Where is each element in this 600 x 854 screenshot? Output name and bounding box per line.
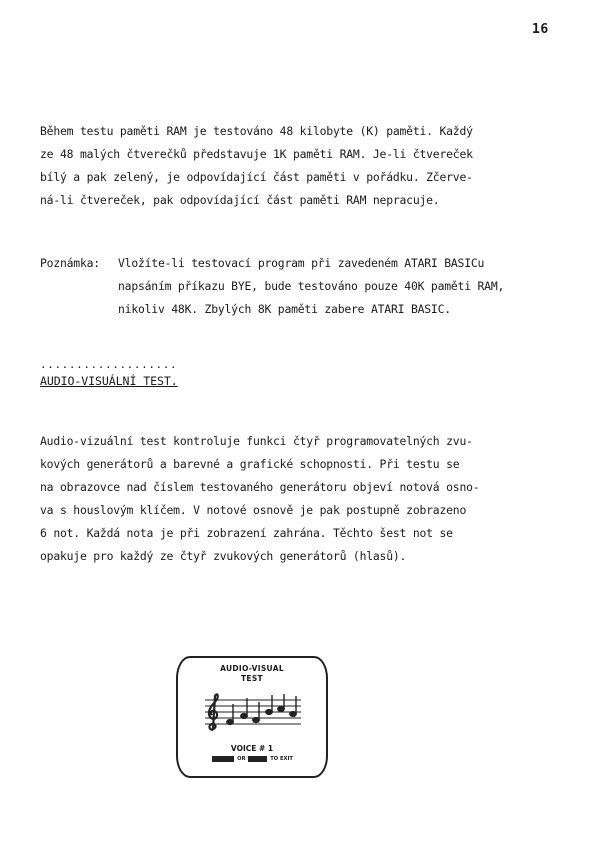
note-label: Poznámka: <box>40 256 100 270</box>
key-help: HELP <box>250 756 266 762</box>
note-body <box>118 252 588 321</box>
screen-title <box>178 664 326 684</box>
exit-instruction <box>178 756 326 762</box>
dotted-separator: ................... <box>40 358 178 371</box>
exit-label: TO EXIT <box>270 756 293 762</box>
section-heading: AUDIO-VISUÁLNÍ TEST. <box>40 374 178 388</box>
text-line: Audio-vizuální test kontroluje funkci čtyř programovatelných zvu- <box>40 434 473 448</box>
text-line: na obrazovce nad číslem testovaného generátoru objeví notová osno- <box>40 480 480 494</box>
text-line: opakuje pro každý ze čtyř zvukových generátorů (hlasů). <box>40 549 407 563</box>
paragraph-ram-test <box>40 120 570 212</box>
text-line: va s houslovým klíčem. V notové osnově je pak postupně zobrazeno <box>40 503 467 517</box>
text-line: bílý a pak zelený, je odpovídající část paměti v pořádku. Zčerve- <box>40 170 473 184</box>
or-label: OR <box>237 756 246 762</box>
key-reset: RESET <box>214 756 233 762</box>
music-staff-icon <box>203 692 303 732</box>
text-line: ze 48 malých čtverečků představuje 1K paměti RAM. Je-li čtvereček <box>40 147 473 161</box>
text-line: napsáním příkazu BYE, bude testováno pouze 40K paměti RAM, <box>118 279 505 293</box>
text-line: kových generátorů a barevné a grafické schopnosti. Při testu se <box>40 457 460 471</box>
page-number: 16 <box>532 22 549 37</box>
screen-title-line: TEST <box>241 674 263 683</box>
text-line: 6 not. Každá nota je při zobrazení zahrána. Těchto šest not se <box>40 526 453 540</box>
screen-title-line: AUDIO-VISUAL <box>220 664 284 673</box>
text-line: nikoliv 48K. Zbylých 8K paměti zabere ATARI BASIC. <box>118 302 451 316</box>
text-line: ná-li čtvereček, pak odpovídající část paměti RAM nepracuje. <box>40 193 440 207</box>
text-line: Vložíte-li testovací program při zavedeném ATARI BASICu <box>118 256 485 270</box>
text-line: Během testu paměti RAM je testováno 48 kilobyte (K) paměti. Každý <box>40 124 473 138</box>
voice-label: VOICE # 1 <box>230 744 274 753</box>
paragraph-audio-test <box>40 430 570 568</box>
tv-screen-illustration <box>176 656 328 778</box>
